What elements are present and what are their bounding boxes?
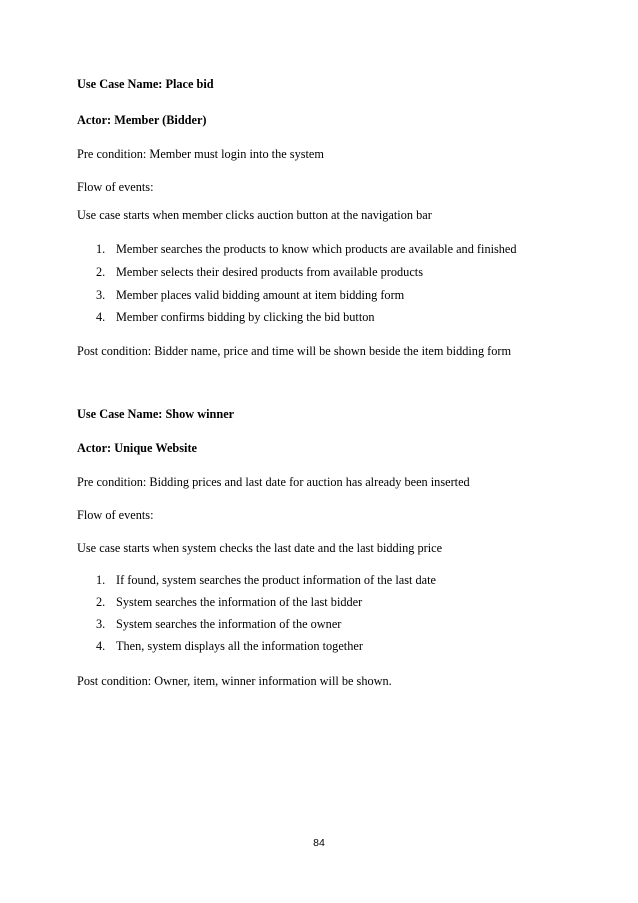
use-case-2-step-2 xyxy=(96,594,362,610)
step-text: Member selects their desired products from available products xyxy=(116,265,423,279)
step-number: 2. xyxy=(96,595,106,609)
step-text: If found, system searches the product information of the last date xyxy=(116,573,436,587)
use-case-1-pre-condition: Pre condition: Member must login into the system xyxy=(77,147,324,161)
step-text: Member places valid bidding amount at item bidding form xyxy=(116,288,405,302)
step-number: 4. xyxy=(96,639,106,653)
use-case-2-step-1 xyxy=(96,572,436,588)
page-number: 84 xyxy=(313,837,325,849)
step-number: 3. xyxy=(96,617,106,631)
step-number: 1. xyxy=(96,242,106,256)
use-case-1-step-3 xyxy=(96,287,404,303)
step-number: 1. xyxy=(96,573,106,587)
use-case-2-flow-title: Flow of events: xyxy=(77,508,154,522)
use-case-1-step-1 xyxy=(96,241,517,257)
step-text: System searches the information of the last bidder xyxy=(116,595,363,609)
use-case-1-step-4 xyxy=(96,309,375,325)
step-number: 4. xyxy=(96,310,106,324)
use-case-1-name: Use Case Name: Place bid xyxy=(77,77,214,91)
use-case-2-step-3 xyxy=(96,616,341,632)
use-case-2-flow-intro: Use case starts when system checks the last date and the last bidding price xyxy=(77,541,443,555)
step-text: Member searches the products to know which products are available and finished xyxy=(116,242,517,256)
use-case-1-post-condition: Post condition: Bidder name, price and time will be shown beside the item bidding form xyxy=(77,344,512,358)
use-case-2-name: Use Case Name: Show winner xyxy=(77,407,235,421)
use-case-2-step-4 xyxy=(96,638,363,654)
use-case-1-flow-title: Flow of events: xyxy=(77,180,154,194)
step-number: 2. xyxy=(96,265,106,279)
use-case-2-post-condition: Post condition: Owner, item, winner information will be shown. xyxy=(77,674,392,688)
use-case-1-step-2 xyxy=(96,264,423,280)
use-case-2-pre-condition: Pre condition: Bidding prices and last date for auction has already been inserted xyxy=(77,475,470,489)
step-text: Member confirms bidding by clicking the bid button xyxy=(116,310,375,324)
step-text: System searches the information of the owner xyxy=(116,617,342,631)
step-text: Then, system displays all the information together xyxy=(116,639,363,653)
use-case-1-actor: Actor: Member (Bidder) xyxy=(77,113,207,127)
use-case-1-flow-intro: Use case starts when member clicks auction button at the navigation bar xyxy=(77,208,432,222)
step-number: 3. xyxy=(96,288,106,302)
use-case-2-actor: Actor: Unique Website xyxy=(77,441,198,455)
